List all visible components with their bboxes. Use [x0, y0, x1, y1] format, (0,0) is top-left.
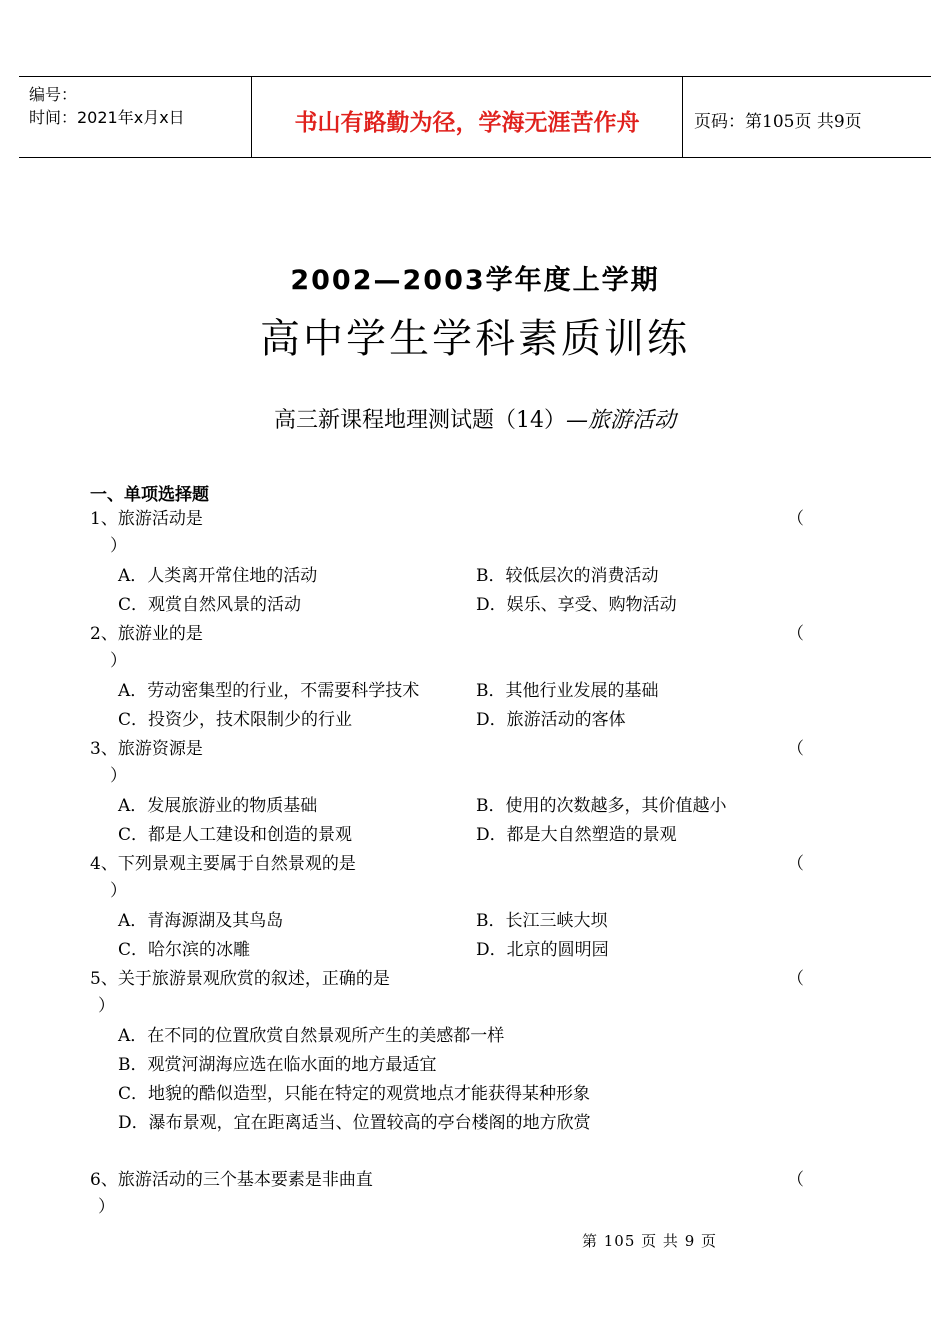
answer-paren-close: ）	[110, 651, 127, 671]
serial-label: 编号：	[29, 85, 78, 104]
option-b: B．观赏河湖海应选在临水面的地方最适宜	[118, 1055, 437, 1075]
question-3	[90, 735, 810, 845]
section-heading: 一、单项选择题	[90, 485, 209, 505]
question-text: 3、旅游资源是	[90, 739, 203, 759]
question-text: 6、旅游活动的三个基本要素是非曲直	[90, 1170, 373, 1190]
answer-paren-close: ）	[110, 766, 127, 786]
test-title-main: 高三新课程地理测试题（14）	[273, 408, 566, 433]
header-motto: 书山有路勤为径，学海无涯苦作舟	[294, 109, 640, 136]
answer-paren-close: ）	[98, 1197, 115, 1217]
option-a: A．在不同的位置欣赏自然景观所产生的美感都一样	[118, 1026, 505, 1046]
answer-paren-close: ）	[98, 996, 115, 1016]
option-c: C．都是人工建设和创造的景观	[118, 825, 353, 845]
question-text: 1、旅游活动是	[90, 509, 203, 529]
option-d: D．旅游活动的客体	[476, 710, 626, 730]
option-d: D．瀑布景观，宜在距离适当、位置较高的亭台楼阁的地方欣赏	[118, 1113, 591, 1133]
question-stem	[90, 620, 810, 649]
header-page-info: 页码：第105页 共9页	[694, 112, 862, 132]
answer-paren-open: （	[787, 509, 804, 529]
test-title	[0, 403, 950, 434]
answer-paren-open: （	[787, 969, 804, 989]
answer-paren-open: （	[787, 739, 804, 759]
option-a: A．发展旅游业的物质基础	[118, 796, 318, 816]
option-b: B．较低层次的消费活动	[476, 566, 659, 586]
question-text: 5、关于旅游景观欣赏的叙述，正确的是	[90, 969, 390, 989]
option-b: B．其他行业发展的基础	[476, 681, 659, 701]
option-a: A．人类离开常住地的活动	[118, 566, 318, 586]
page-footer: 第 105 页 共 9 页	[582, 1232, 718, 1250]
option-c: C．地貌的酷似造型，只能在特定的观赏地点才能获得某种形象	[118, 1084, 591, 1104]
option-c: C．观赏自然风景的活动	[118, 595, 302, 615]
option-a: A．青海源湖及其鸟岛	[118, 911, 284, 931]
header-meta	[29, 83, 185, 129]
header-table	[19, 76, 931, 158]
question-5	[90, 965, 810, 1133]
option-b: B．长江三峡大坝	[476, 911, 608, 931]
answer-paren-open: （	[787, 854, 804, 874]
question-6	[90, 1166, 810, 1223]
answer-paren-open: （	[787, 1170, 804, 1190]
time-label: 时间：2021年x月x日	[29, 108, 185, 127]
option-c: C．哈尔滨的冰雕	[118, 940, 251, 960]
question-1	[90, 505, 810, 615]
main-title: 高中学生学科素质训练	[260, 316, 690, 362]
test-title-topic: —旅游活动	[565, 408, 676, 433]
question-stem	[90, 850, 810, 879]
option-d: D．娱乐、享受、购物活动	[476, 595, 677, 615]
option-a: A．劳动密集型的行业，不需要科学技术	[118, 681, 420, 701]
question-4	[90, 850, 810, 960]
question-text: 4、下列景观主要属于自然景观的是	[90, 854, 356, 874]
question-stem	[90, 965, 810, 994]
question-stem	[90, 1166, 810, 1195]
answer-paren-close: ）	[110, 536, 127, 556]
header-divider-right	[682, 77, 683, 157]
question-stem	[90, 735, 810, 764]
option-d: D．北京的圆明园	[476, 940, 609, 960]
question-2	[90, 620, 810, 730]
question-stem	[90, 505, 810, 534]
option-b: B．使用的次数越多，其价值越小	[476, 796, 727, 816]
question-text: 2、旅游业的是	[90, 624, 203, 644]
option-c: C．投资少，技术限制少的行业	[118, 710, 353, 730]
term-title: 2002—2003学年度上学期	[290, 265, 660, 296]
answer-paren-close: ）	[110, 881, 127, 901]
answer-paren-open: （	[787, 624, 804, 644]
option-d: D．都是大自然塑造的景观	[476, 825, 677, 845]
